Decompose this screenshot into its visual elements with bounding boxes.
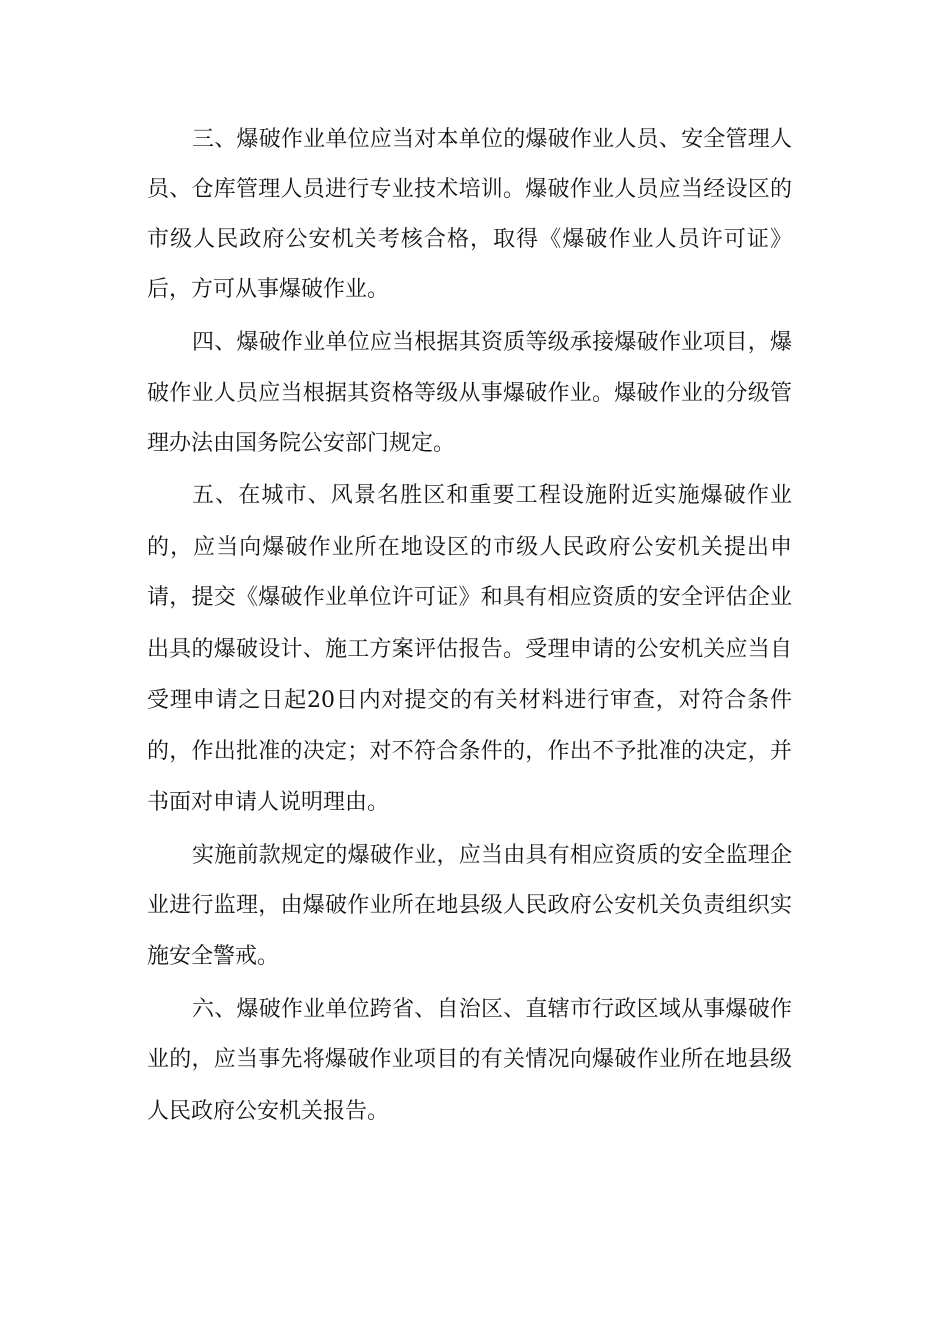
paragraph-line: 书面对申请人说明理由。 xyxy=(147,790,390,815)
paragraph-line: 理办法由国务院公安部门规定。 xyxy=(147,431,456,456)
paragraph-line: 六、爆破作业单位跨省、自治区、直辖市行政区域从事爆破作 xyxy=(192,997,792,1022)
paragraph-line: 受理申请之日起20日内对提交的有关材料进行审查，对符合条件 xyxy=(147,688,792,713)
paragraph-line: 四、爆破作业单位应当根据其资质等级承接爆破作业项目，爆 xyxy=(192,330,792,355)
paragraph-line: 的，作出批准的决定；对不符合条件的，作出不予批准的决定，并 xyxy=(147,739,792,764)
paragraph-line: 请，提交《爆破作业单位许可证》和具有相应资质的安全评估企业 xyxy=(147,585,792,610)
paragraph-line: 五、在城市、风景名胜区和重要工程设施附近实施爆破作业 xyxy=(192,483,792,508)
paragraph-line: 业的，应当事先将爆破作业项目的有关情况向爆破作业所在地县级 xyxy=(147,1047,792,1072)
paragraph-line: 市级人民政府公安机关考核合格，取得《爆破作业人员许可证》 xyxy=(147,227,792,252)
paragraph-line: 三、爆破作业单位应当对本单位的爆破作业人员、安全管理人 xyxy=(192,127,792,152)
paragraph-line: 破作业人员应当根据其资格等级从事爆破作业。爆破作业的分级管 xyxy=(147,381,792,406)
paragraph-line: 员、仓库管理人员进行专业技术培训。爆破作业人员应当经设区的 xyxy=(147,177,792,202)
paragraph-line: 施安全警戒。 xyxy=(147,944,280,969)
paragraph-line: 人民政府公安机关报告。 xyxy=(147,1099,390,1124)
paragraph-line: 的，应当向爆破作业所在地设区的市级人民政府公安机关提出申 xyxy=(147,535,792,560)
paragraph-line: 出具的爆破设计、施工方案评估报告。受理申请的公安机关应当自 xyxy=(147,637,792,662)
paragraph-line: 业进行监理，由爆破作业所在地县级人民政府公安机关负责组织实 xyxy=(147,893,792,918)
paragraph-line: 实施前款规定的爆破作业，应当由具有相应资质的安全监理企 xyxy=(192,843,792,868)
paragraph-line: 后，方可从事爆破作业。 xyxy=(147,277,390,302)
